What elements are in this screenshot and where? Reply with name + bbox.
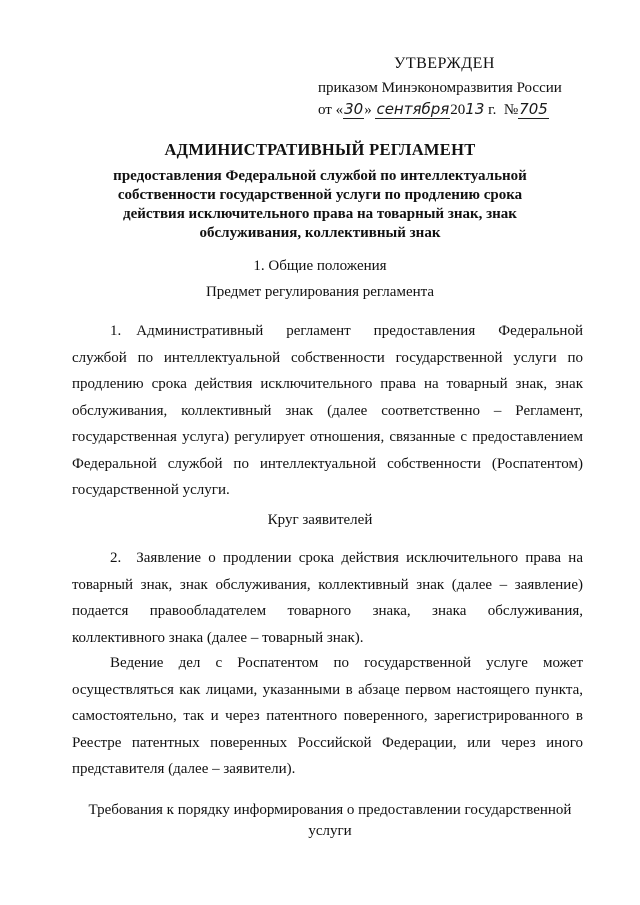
document-subtitle: предоставления Федеральной службой по интеллектуальной собственности государственной услуги по продлению срока действия исключительного права на товарный знак, знак обслуживания, коллективный знак [113, 168, 527, 241]
approved-label: УТВЕРЖДЕН [394, 55, 495, 72]
section-heading-applicants: Круг заявителей [267, 512, 373, 528]
paragraph-1: 1. Административный регламент предоставления Федеральной службой по интеллектуальной собственности государственной услуги по продлению срока действия исключительного права на товарный знак, знак обслуживания, коллективный знак (далее соответственно – Регламент, государственная услуга) регулирует отношения, связанные с предоставлением Федеральной службой по интеллектуальной собственности (Роспатентом) государственной услуги. [72, 323, 583, 498]
document-title: АДМИНИСТРАТИВНЫЙ РЕГЛАМЕНТ [164, 140, 476, 159]
order-date-line [318, 98, 618, 121]
year-prefix: 20 [450, 102, 466, 118]
handwritten-month: сентября [376, 100, 450, 118]
paragraph-2: 2. Заявление о продлении срока действия исключительного права на товарный знак, знак обслуживания, коллективный знак (далее – заявление) подается правообладателем товарного знака, знака обслуживания, коллективного знака (далее – товарный знак). [72, 550, 583, 646]
handwritten-number: 705 [519, 100, 548, 118]
handwritten-year: 13 [465, 100, 485, 118]
date-separator: » [364, 102, 372, 118]
section-heading-requirements: Требования к порядку информирования о предоставлении государственной услуги [88, 802, 572, 839]
section-subheading-subject: Предмет регулирования регламента [205, 284, 435, 300]
handwritten-day: 30 [344, 100, 364, 118]
paragraph-3: Ведение дел с Роспатентом по государственной услуге может осуществляться как лицами, указанными в абзаце первом настоящего пункта, самостоятельно, так и через патентного поверенного, зарегистрированного в Реестре патентных поверенных Российской Федерации, или через иного представителя (далее – заявители). [72, 655, 583, 777]
number-label: № [503, 102, 519, 118]
year-label: г. [488, 102, 497, 118]
section-heading-general: 1. Общие положения [253, 258, 387, 274]
order-line: приказом Минэкономразвития России [318, 80, 562, 96]
approval-stamp [318, 54, 618, 121]
date-prefix: от « [318, 102, 344, 118]
